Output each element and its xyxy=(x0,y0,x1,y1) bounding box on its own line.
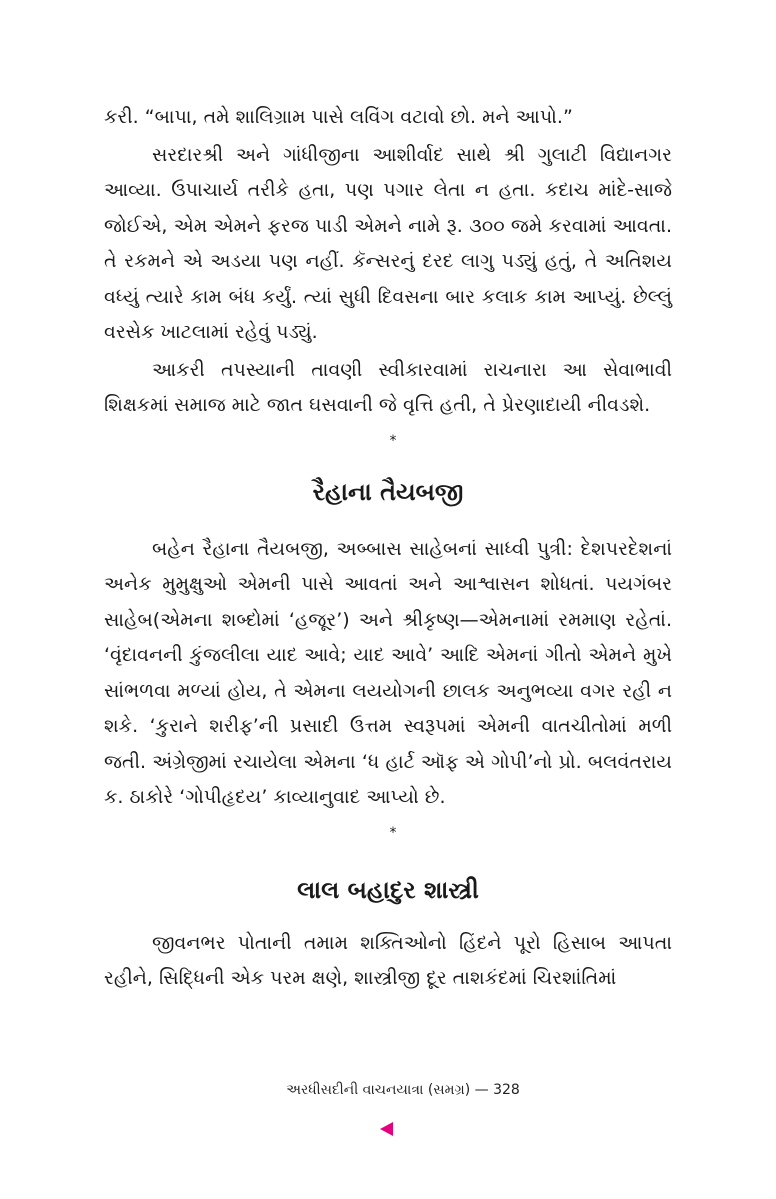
page-content xyxy=(104,100,672,997)
section-separator: * xyxy=(389,824,397,841)
left-triangle-icon[interactable] xyxy=(380,1122,393,1136)
paragraph-quote-end: કરી. “બાપા, તમે શાલિગ્રામ પાસે લવિંગ વટાવો છો. મને આપો.” xyxy=(104,106,573,128)
paragraph-gulati-conclusion: આકરી તપસ્યાની તાવણી સ્વીકારવામાં રાચનારા આ સેવાભાવી શિક્ષકમાં સમાજ માટે જાત ઘસવાની જે વૃત્તિ હતી, તે પ્રેરણાદાયી નીવડશે. xyxy=(104,358,672,416)
page-footer: અરધીસદીની વાચનયાત્રા (સમગ્ર) — 328 xyxy=(286,1082,520,1098)
paragraph-raihana: બહેન રૈહાના તૈયબજી, અબ્બાસ સાહેબનાં સાધ્વી પુત્રી: દેશપરદેશનાં અનેક મુમુક્ષુઓ એમની પાસે આવતાં અને આશ્વાસન શોધતાં. પયગંબર સાહેબ(એમના શબ્દોમાં ‘હજૂર’) અને શ્રીકૃષ્ણ—એમનામાં રમમાણ રહેતાં. ‘વૃંદાવનની કુંજલીલા યાદ આવે; યાદ આવે’ આદિ એમનાં ગીતો એમને મુખે સાંભળવા મળ્યાં હોય, તે એમના લયયોગની છાલક અનુભવ્યા વગર રહી ન શકે. ‘કુરાને શરીફ’ની પ્રસાદી ઉત્તમ સ્વરૂપમાં એમની વાતચીતોમાં મળી જતી. અંગ્રેજીમાં રચાયેલા એમના ‘ધ હાર્ટ ઑફ એ ગોપી’નો પ્રો. બલવંતરાય ક. ઠાકોરે ‘ગોપીહૃદય’ કાવ્યાનુવાદ આપ્યો છે. xyxy=(104,537,672,808)
paragraph-gulati: સરદારશ્રી અને ગાંધીજીના આશીર્વાદ સાથે શ્રી ગુલાટી વિદ્યાનગર આવ્યા. ઉપાચાર્ય તરીકે હતા, પણ પગાર લેતા ન હતા. કદાચ માંદે-સાજે જોઈએ, એમ એમને ફરજ પાડી એમને નામે રૂ. ૩૦૦ જમે કરવામાં આવતા. તે રકમને એ અડયા પણ નહીં. કૅન્સરનું દરદ લાગુ પડ્યું હતું, તે અતિશય વધ્યું ત્યારે કામ બંધ કર્યું. ત્યાં સુધી દિવસના બાર કલાક કામ આપ્યું. છેલ્લું વરસેક ખાટલામાં રહેવું પડ્યું. xyxy=(104,143,672,343)
paragraph-shastri: જીવનભર પોતાની તમામ શક્તિઓનો હિંદને પૂરો હિસાબ આપતા રહીને, સિદ્ધિની એક પરમ ક્ષણે, શાસ્ત્રીજી દૂર તાશકંદમાં ચિરશાંતિમાં xyxy=(104,931,672,989)
section-separator: * xyxy=(389,432,397,449)
section-title-shastri: લાલ બહાદુર શાસ્ત્રી xyxy=(297,875,479,904)
section-title-raihana: રૈહાના તૈયબજી xyxy=(312,477,464,506)
